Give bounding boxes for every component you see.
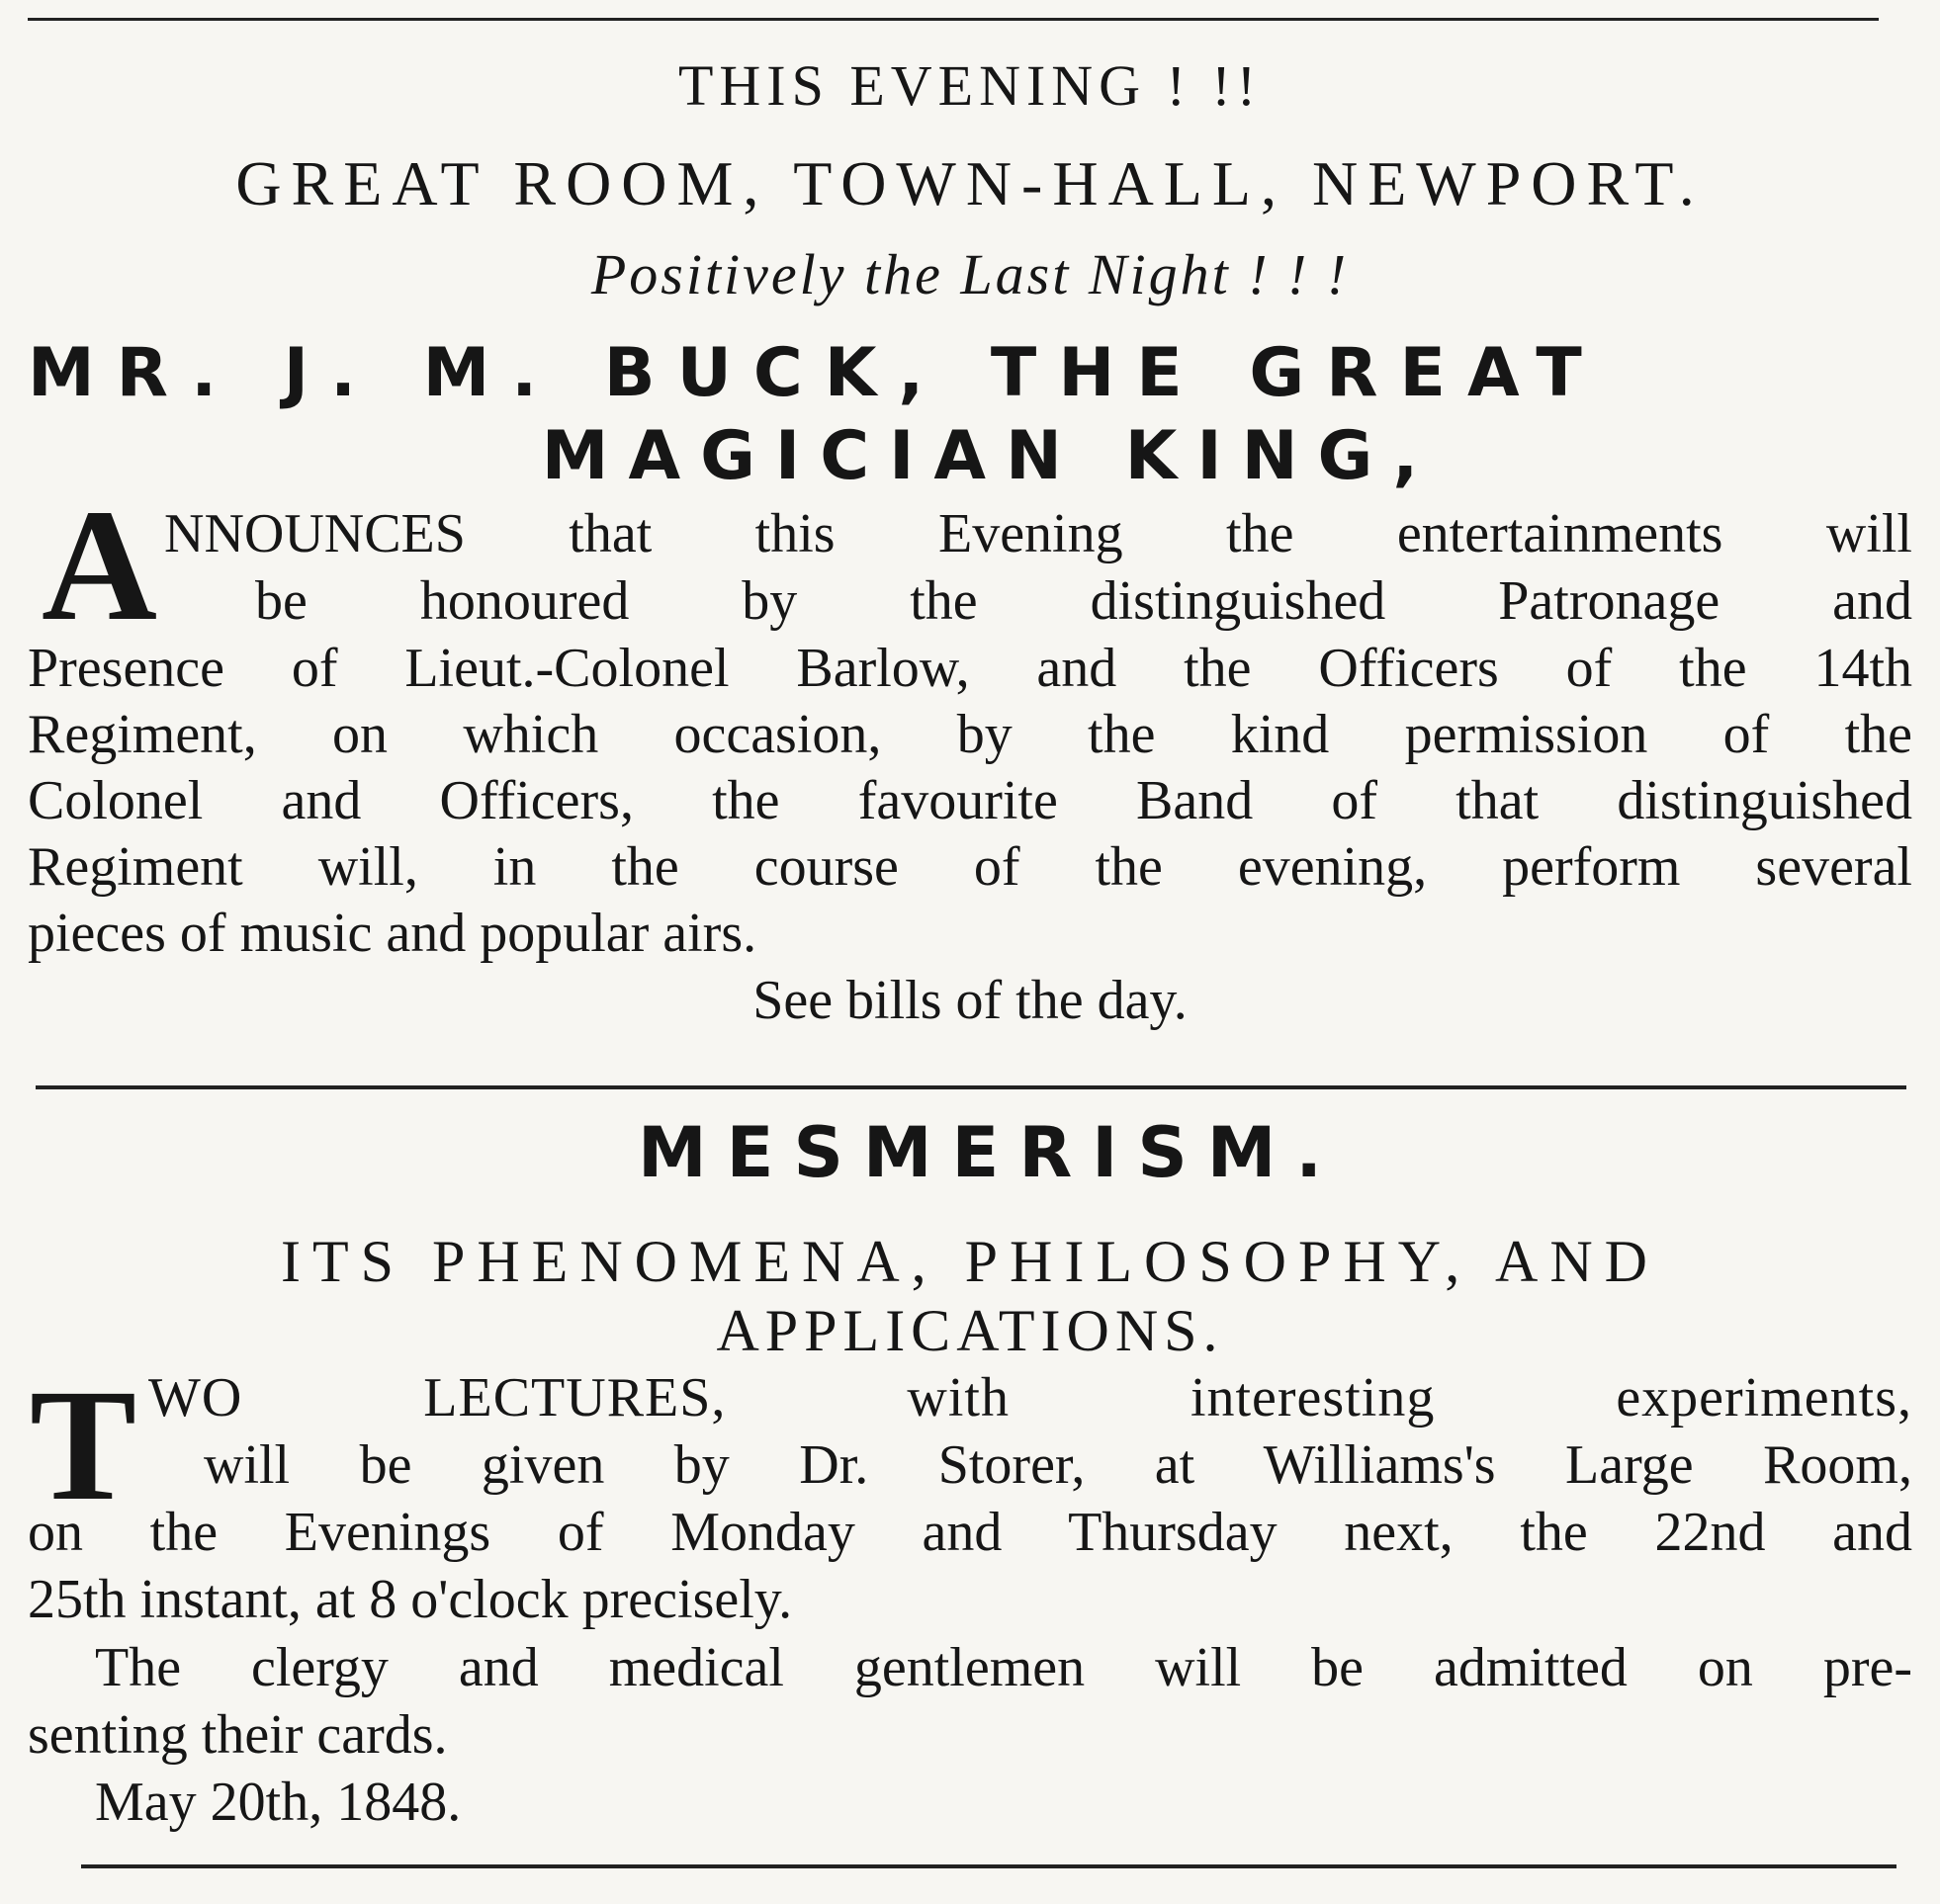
ad1-last-night: Positively the Last Night ! ! !	[590, 242, 1350, 306]
top-rule	[28, 18, 1879, 21]
ad2-body-line: 25th instant, at 8 o'clock precisely.	[28, 1569, 793, 1630]
ad1-body-line: Regiment, on which occasion, by the kind permission of the	[28, 704, 1912, 765]
ad1-headline-this-evening: THIS EVENING ! !!	[677, 53, 1263, 118]
ad1-venue: GREAT ROOM, TOWN-HALL, NEWPORT.	[235, 148, 1705, 218]
ad2-date: May 20th, 1848.	[95, 1772, 462, 1833]
ad2-drop-cap: T	[30, 1357, 137, 1534]
ad1-performer-name: MR. J. M. BUCK, THE GREAT	[28, 334, 1604, 412]
ad2-title: MESMERISM.	[638, 1112, 1342, 1193]
ad2-subtitle-cont: APPLICATIONS.	[716, 1298, 1224, 1363]
ad2-note-line: The clergy and medical gentlemen will be admitted on pre-	[95, 1637, 1912, 1698]
ad1-body-line: Regiment will, in the course of the evening, perform several	[28, 836, 1912, 898]
ad1-body-line: pieces of music and popular airs.	[28, 903, 757, 964]
ad1-performer-title: MAGICIAN KING,	[541, 417, 1439, 495]
ad1-body-line: NNOUNCES that this Evening the entertainments will	[164, 503, 1912, 564]
bottom-rule	[81, 1864, 1896, 1868]
ad1-body-line: be honoured by the distinguished Patronage and	[255, 570, 1912, 632]
ad2-note-line: senting their cards.	[28, 1704, 448, 1766]
ad2-body-line: on the Evenings of Monday and Thursday next, the 22nd and	[28, 1502, 1912, 1563]
ad2-body-line: will be given by Dr. Storer, at Williams's Large Room,	[204, 1434, 1912, 1496]
ad1-drop-cap: A	[42, 477, 157, 654]
ad2-subtitle: ITS PHENOMENA, PHILOSOPHY, AND	[280, 1229, 1659, 1294]
section-divider	[36, 1085, 1906, 1089]
ad1-body-line: Presence of Lieut.-Colonel Barlow, and the Officers of the 14th	[28, 638, 1912, 699]
ad2-body-line: WO LECTURES, with interesting experiments,	[148, 1367, 1912, 1428]
ad1-closing: See bills of the day.	[752, 970, 1188, 1031]
ad1-body-line: Colonel and Officers, the favourite Band of that distinguished	[28, 770, 1912, 831]
